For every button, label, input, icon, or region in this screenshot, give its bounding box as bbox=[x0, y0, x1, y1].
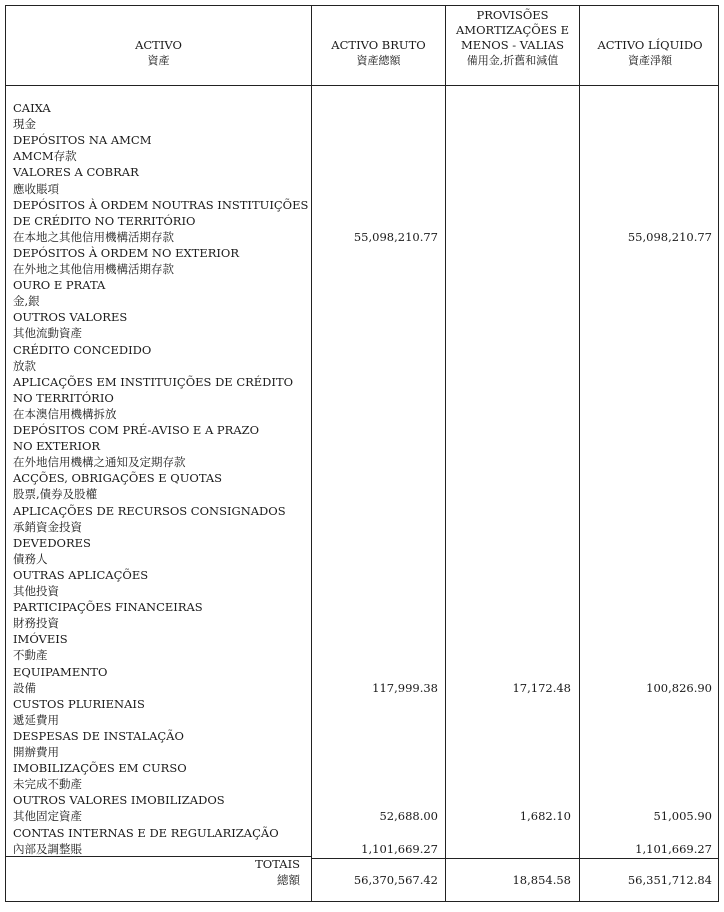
value-activo-bruto: 55,098,210.77 bbox=[353, 229, 438, 244]
header-activo-bruto bbox=[312, 38, 445, 68]
row-label: 金,銀 bbox=[13, 294, 40, 309]
total-provisoes: 18,854.58 bbox=[512, 873, 571, 887]
row-label: CAIXA bbox=[13, 101, 51, 115]
row-label: 應收賬項 bbox=[13, 181, 59, 196]
row-label: DEPÓSITOS À ORDEM NO EXTERIOR bbox=[13, 245, 240, 260]
column-divider bbox=[445, 6, 446, 901]
row-label: NO EXTERIOR bbox=[13, 439, 101, 454]
row-label: EQUIPAMENTO bbox=[13, 664, 108, 679]
row-label: APLICAÇÕES DE RECURSOS CONSIGNADOS bbox=[13, 503, 286, 518]
header-liquido-pt: ACTIVO LÍQUIDO bbox=[597, 38, 703, 52]
row-label: DE CRÉDITO NO TERRITÓRIO bbox=[13, 213, 196, 228]
value-activo-liquido: 55,098,210.77 bbox=[627, 229, 712, 244]
value-activo-bruto: 1,101,669.27 bbox=[361, 841, 438, 856]
row-label: 現金 bbox=[13, 117, 36, 132]
total-activo-liquido: 56,351,712.84 bbox=[627, 873, 712, 887]
row-label: CUSTOS PLURIENAIS bbox=[13, 696, 145, 711]
total-activo-bruto: 56,370,567.42 bbox=[353, 873, 438, 887]
header-activo bbox=[6, 38, 311, 68]
row-label: OUTROS VALORES bbox=[13, 310, 128, 325]
header-provisoes-line3: MENOS - VALIAS bbox=[461, 38, 564, 52]
row-label: 內部及調整賬 bbox=[13, 841, 82, 856]
row-label: 設備 bbox=[13, 680, 36, 695]
header-activo-liquido bbox=[580, 38, 720, 68]
header-provisoes-line1: PROVISÕES bbox=[476, 8, 549, 22]
value-activo-liquido: 51,005.90 bbox=[653, 809, 712, 824]
value-activo-liquido: 1,101,669.27 bbox=[635, 841, 712, 856]
balance-sheet-table bbox=[5, 5, 719, 902]
value-activo-bruto: 52,688.00 bbox=[379, 809, 438, 824]
header-liquido-zh: 資產淨額 bbox=[628, 54, 672, 67]
header-divider bbox=[6, 85, 718, 86]
row-label: DEVEDORES bbox=[13, 535, 91, 550]
row-label: NO TERRITÓRIO bbox=[13, 390, 114, 405]
header-bruto-pt: ACTIVO BRUTO bbox=[331, 38, 426, 52]
row-label: 未完成不動產 bbox=[13, 777, 82, 792]
row-label: OURO E PRATA bbox=[13, 278, 106, 293]
column-divider bbox=[579, 6, 580, 901]
header-provisoes-line2: AMORTIZAÇÕES E bbox=[455, 23, 570, 37]
row-label: VALORES A COBRAR bbox=[13, 165, 139, 180]
header-provisoes-zh: 備用金,折舊和減值 bbox=[466, 54, 559, 67]
row-label: CRÉDITO CONCEDIDO bbox=[13, 342, 152, 357]
totals-divider-values bbox=[311, 858, 718, 859]
row-label: 不動產 bbox=[13, 648, 48, 663]
row-label: OUTRAS APLICAÇÕES bbox=[13, 567, 149, 582]
value-provisoes: 1,682.10 bbox=[519, 809, 571, 824]
totals-label-pt: TOTAIS bbox=[255, 857, 300, 871]
totals-label-zh: 總額 bbox=[277, 873, 300, 887]
row-label: 債務人 bbox=[13, 551, 48, 566]
row-label: CONTAS INTERNAS E DE REGULARIZAÇÃO bbox=[13, 825, 279, 840]
row-label: DEPÓSITOS NA AMCM bbox=[13, 133, 152, 148]
value-activo-liquido: 100,826.90 bbox=[646, 680, 712, 695]
row-label: 在外地信用機構之通知及定期存款 bbox=[13, 455, 186, 470]
row-label: PARTICIPAÇÕES FINANCEIRAS bbox=[13, 600, 203, 615]
row-label: 財務投資 bbox=[13, 616, 59, 631]
row-label: DEPÓSITOS COM PRÉ-AVISO E A PRAZO bbox=[13, 423, 260, 437]
row-label: IMÓVEIS bbox=[13, 632, 68, 647]
row-label: APLICAÇÕES EM INSTITUIÇÕES DE CRÉDITO bbox=[13, 374, 294, 389]
row-label: 開辦費用 bbox=[13, 745, 59, 759]
row-label: 在本地之其他信用機構活期存款 bbox=[13, 229, 174, 244]
header-activo-zh: 資產 bbox=[147, 54, 170, 67]
row-label: 遞延費用 bbox=[13, 712, 59, 727]
row-label: OUTROS VALORES IMOBILIZADOS bbox=[13, 793, 225, 808]
row-label: 股票,債券及股權 bbox=[13, 487, 98, 502]
row-label: 其他流動資產 bbox=[13, 326, 82, 341]
header-activo-pt: ACTIVO bbox=[135, 38, 182, 52]
row-label: 其他固定資產 bbox=[13, 809, 82, 824]
row-label: DESPESAS DE INSTALAÇÃO bbox=[13, 728, 184, 743]
header-bruto-zh: 資產總額 bbox=[356, 54, 401, 67]
row-label: 承銷資金投資 bbox=[13, 519, 82, 534]
header-provisoes bbox=[446, 8, 579, 68]
row-label: 其他投資 bbox=[13, 584, 59, 598]
row-label: 放款 bbox=[13, 358, 36, 373]
column-divider bbox=[311, 6, 312, 901]
row-label: IMOBILIZAÇÕES EM CURSO bbox=[13, 761, 187, 776]
value-provisoes: 17,172.48 bbox=[512, 680, 571, 695]
row-label: 在外地之其他信用機構活期存款 bbox=[13, 262, 174, 276]
row-label: ACÇÕES, OBRIGAÇÕES E QUOTAS bbox=[13, 471, 223, 486]
row-label: 在本澳信用機構拆放 bbox=[13, 406, 117, 421]
row-label: AMCM存款 bbox=[13, 149, 77, 164]
row-label: DEPÓSITOS À ORDEM NOUTRAS INSTITUIÇÕES bbox=[13, 197, 309, 212]
value-activo-bruto: 117,999.38 bbox=[372, 680, 438, 695]
